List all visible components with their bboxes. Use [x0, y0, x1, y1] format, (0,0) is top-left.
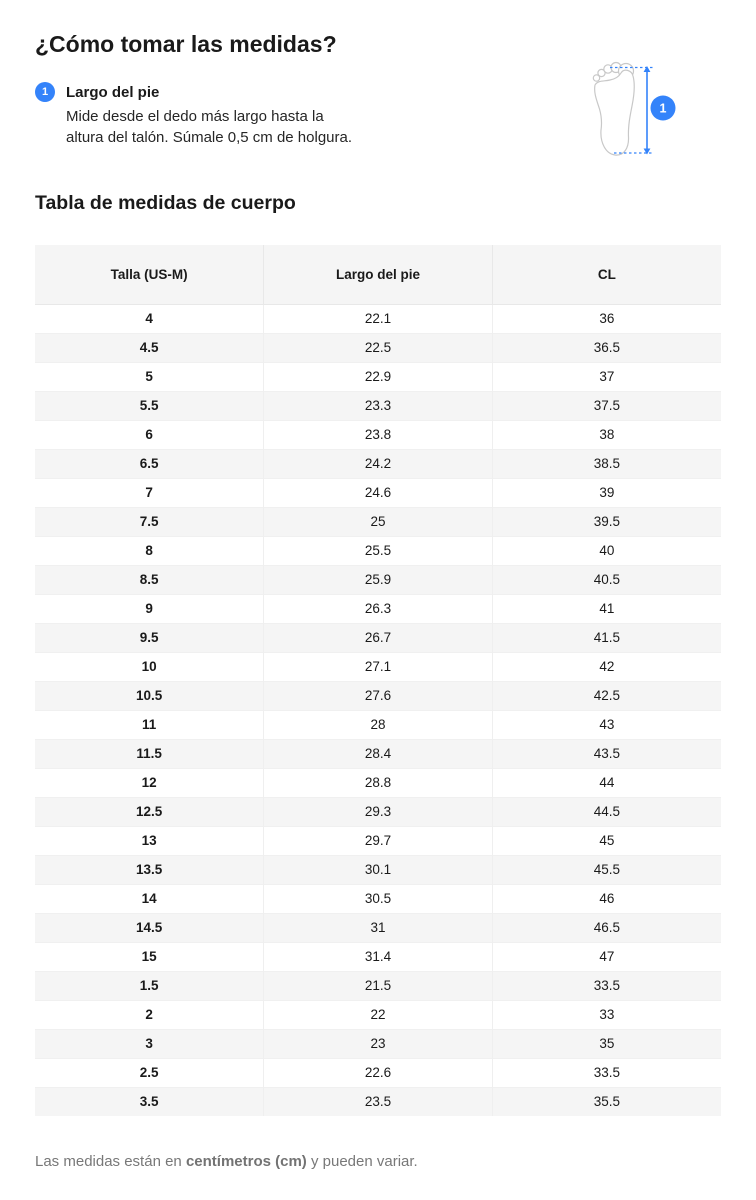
disclaimer-prefix: Las medidas están en [35, 1153, 186, 1170]
svg-text:1: 1 [659, 101, 667, 116]
table-cell: 14.5 [35, 913, 264, 942]
table-cell: 13.5 [35, 855, 264, 884]
table-cell: 22.6 [264, 1058, 493, 1087]
table-cell: 40 [492, 536, 721, 565]
table-cell: 13 [35, 826, 264, 855]
diagram-number-badge [651, 96, 676, 121]
table-row [35, 971, 721, 1000]
table-cell: 26.3 [264, 594, 493, 623]
table-cell: 31.4 [264, 942, 493, 971]
column-header-talla: Talla (US-M) [35, 245, 264, 304]
table-cell: 35 [492, 1029, 721, 1058]
step-text-block [66, 82, 362, 148]
table-cell: 45 [492, 826, 721, 855]
table-cell: 41 [492, 594, 721, 623]
table-row [35, 565, 721, 594]
table-cell: 28 [264, 710, 493, 739]
table-cell: 33.5 [492, 1058, 721, 1087]
table-row [35, 623, 721, 652]
table-cell: 37.5 [492, 391, 721, 420]
table-cell: 14 [35, 884, 264, 913]
table-cell: 11 [35, 710, 264, 739]
table-cell: 42 [492, 652, 721, 681]
table-cell: 26.7 [264, 623, 493, 652]
table-cell: 39 [492, 478, 721, 507]
table-cell: 30.5 [264, 884, 493, 913]
table-row [35, 797, 721, 826]
table-cell: 27.1 [264, 652, 493, 681]
table-header-row [35, 245, 721, 304]
table-row [35, 826, 721, 855]
table-cell: 1.5 [35, 971, 264, 1000]
table-cell: 46.5 [492, 913, 721, 942]
table-row [35, 884, 721, 913]
page-title: ¿Cómo tomar las medidas? [35, 31, 337, 57]
table-cell: 25.9 [264, 565, 493, 594]
table-cell: 36.5 [492, 333, 721, 362]
table-cell: 5 [35, 362, 264, 391]
table-row [35, 1029, 721, 1058]
table-cell: 27.6 [264, 681, 493, 710]
foot-measure-diagram-icon [590, 58, 682, 162]
measure-step-1 [35, 82, 395, 148]
table-cell: 7.5 [35, 507, 264, 536]
table-cell: 39.5 [492, 507, 721, 536]
table-row [35, 1000, 721, 1029]
column-header-cl: CL [492, 245, 721, 304]
table-cell: 15 [35, 942, 264, 971]
table-cell: 22 [264, 1000, 493, 1029]
column-header-largo-del-pie: Largo del pie [264, 245, 493, 304]
table-row [35, 449, 721, 478]
table-cell: 47 [492, 942, 721, 971]
measurement-disclaimer [35, 1152, 721, 1172]
size-table-body [35, 304, 721, 1116]
table-cell: 35.5 [492, 1087, 721, 1116]
table-cell: 25 [264, 507, 493, 536]
table-cell: 3.5 [35, 1087, 264, 1116]
table-row [35, 420, 721, 449]
table-cell: 10 [35, 652, 264, 681]
table-row [35, 391, 721, 420]
disclaimer-unit: centímetros (cm) [185, 1153, 307, 1170]
table-cell: 31 [264, 913, 493, 942]
table-cell: 30.1 [264, 855, 493, 884]
table-cell: 33.5 [492, 971, 721, 1000]
table-row [35, 594, 721, 623]
table-row [35, 652, 721, 681]
size-table [35, 245, 721, 1116]
table-cell: 9 [35, 594, 264, 623]
table-cell: 24.6 [264, 478, 493, 507]
table-cell: 22.5 [264, 333, 493, 362]
table-cell: 46 [492, 884, 721, 913]
table-cell: 29.7 [264, 826, 493, 855]
table-cell: 38 [492, 420, 721, 449]
table-cell: 36 [492, 304, 721, 333]
table-row [35, 333, 721, 362]
table-cell: 38.5 [492, 449, 721, 478]
table-cell: 6 [35, 420, 264, 449]
table-row [35, 710, 721, 739]
table-row [35, 942, 721, 971]
table-cell: 3 [35, 1029, 264, 1058]
table-cell: 8.5 [35, 565, 264, 594]
table-row [35, 855, 721, 884]
table-cell: 42.5 [492, 681, 721, 710]
table-cell: 24.2 [264, 449, 493, 478]
table-cell: 12 [35, 768, 264, 797]
table-row [35, 362, 721, 391]
table-cell: 43.5 [492, 739, 721, 768]
table-cell: 28.8 [264, 768, 493, 797]
table-row [35, 768, 721, 797]
table-cell: 40.5 [492, 565, 721, 594]
disclaimer-suffix: y pueden variar. [306, 1153, 418, 1170]
table-cell: 44 [492, 768, 721, 797]
table-cell: 22.1 [264, 304, 493, 333]
table-cell: 25.5 [264, 536, 493, 565]
table-cell: 9.5 [35, 623, 264, 652]
table-row [35, 1087, 721, 1116]
size-table-head [35, 245, 721, 304]
table-cell: 23.5 [264, 1087, 493, 1116]
table-cell: 12.5 [35, 797, 264, 826]
table-row [35, 739, 721, 768]
table-cell: 2.5 [35, 1058, 264, 1087]
table-cell: 22.9 [264, 362, 493, 391]
step-number-badge: 1 [35, 82, 55, 102]
table-cell: 37 [492, 362, 721, 391]
table-cell: 10.5 [35, 681, 264, 710]
table-cell: 4.5 [35, 333, 264, 362]
table-row [35, 304, 721, 333]
table-row [35, 681, 721, 710]
table-cell: 5.5 [35, 391, 264, 420]
table-cell: 29.3 [264, 797, 493, 826]
table-cell: 11.5 [35, 739, 264, 768]
table-cell: 43 [492, 710, 721, 739]
table-cell: 41.5 [492, 623, 721, 652]
table-cell: 23 [264, 1029, 493, 1058]
table-cell: 4 [35, 304, 264, 333]
table-cell: 21.5 [264, 971, 493, 1000]
table-cell: 7 [35, 478, 264, 507]
measure-arrow [644, 66, 651, 155]
table-row [35, 536, 721, 565]
table-row [35, 1058, 721, 1087]
step-label: Largo del pie [66, 84, 160, 101]
table-cell: 45.5 [492, 855, 721, 884]
table-cell: 33 [492, 1000, 721, 1029]
table-cell: 23.8 [264, 420, 493, 449]
table-cell: 2 [35, 1000, 264, 1029]
foot-sole [595, 70, 635, 155]
step-description: Mide desde el dedo más largo hasta la altura del talón. Súmale 0,5 cm de holgura. [66, 108, 353, 146]
table-row [35, 507, 721, 536]
table-row [35, 478, 721, 507]
table-cell: 8 [35, 536, 264, 565]
table-section-title: Tabla de medidas de cuerpo [35, 192, 296, 214]
table-cell: 28.4 [264, 739, 493, 768]
table-row [35, 913, 721, 942]
table-cell: 23.3 [264, 391, 493, 420]
table-cell: 44.5 [492, 797, 721, 826]
table-cell: 6.5 [35, 449, 264, 478]
